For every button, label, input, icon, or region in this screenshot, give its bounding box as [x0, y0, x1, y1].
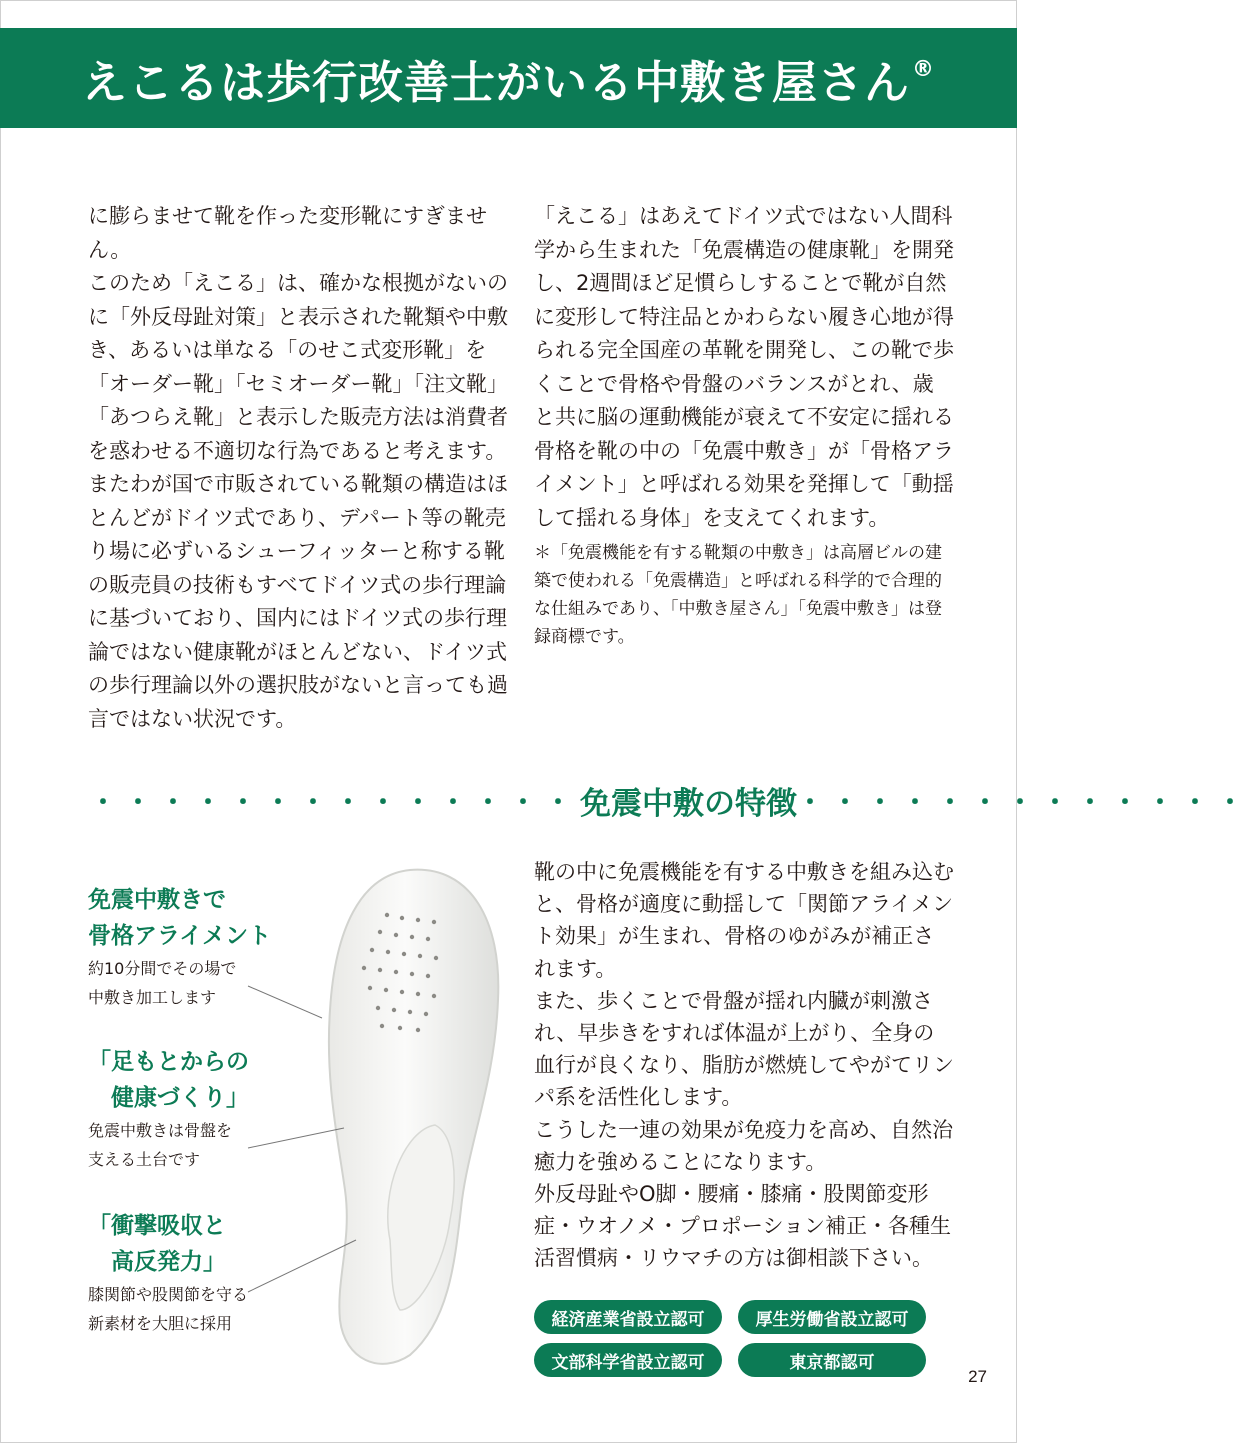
left-paragraph-3: またわが国で市販されている靴類の構造はほとんどがドイツ式であり、デパート等の靴売り場に必ずいるシューフィッターと称する靴の販売員の技術もすべてドイツ式の歩行理論に基づいており、国内にはドイツ式の歩行理論ではない健康靴がほとんどない、ドイツ式の歩行理論以外の選択肢がないと言っても過言ではない状況です。: [88, 472, 508, 731]
badge-mext: 文部科学省設立認可: [534, 1343, 722, 1377]
insole-image: [240, 840, 530, 1380]
left-paragraph-2: このため「えこる」は、確かな根拠がないのに「外反母趾対策」と表示された靴類や中敷き、あるいは単なる「のせこ式変形靴」を「オーダー靴」「セミオーダー靴」「注文靴」「あつらえ靴」と表示した販売方法は消費者を惑わせる不適切な行為であると考えます。: [88, 271, 508, 463]
dotted-rule-left: ・・・・・・・・・・・・・・: [90, 787, 581, 818]
badge-meti: 経済産業省設立認可: [534, 1300, 722, 1334]
page-number: 27: [968, 1367, 987, 1386]
header-band: [0, 28, 1017, 128]
feature-2-desc: 免震中敷きは骨盤を 支える土台です: [88, 1121, 233, 1169]
right-column-features-text: [534, 856, 954, 1275]
section-heading: [90, 770, 1252, 830]
trademark-note: ＊「免震機能を有する靴類の中敷き」は高層ビルの建築で使われる「免震構造」と呼ばれる科学的で合理的な仕組みであり、「中敷き屋さん」「免震中敷き」は登録商標です。: [534, 543, 942, 647]
right-paragraph: 「えこる」はあえてドイツ式ではない人間科学から生まれた「免震構造の健康靴」を開発し、2週間ほど足慣らしすることで靴が自然に変形して特注品とかわらない履き心地が得られる完全国産の革靴を開発し、この靴で歩くことで骨格や骨盤のバランスがとれ、歳と共に脳の運動機能が衰えて不安定に揺れる骨格を靴の中の「免震中敷き」が「骨格アライメント」と呼ばれる効果を発揮して「動揺して揺れる身体」を支えてくれます。: [534, 204, 954, 530]
right-column: [534, 200, 954, 651]
feature-1-title: 免震中敷きで 骨格アライメント: [88, 886, 272, 949]
section-title: 免震中敷の特徴: [580, 785, 798, 822]
insole-illustration: [240, 840, 530, 1380]
feature-2: [88, 1044, 249, 1174]
feature-paragraph-3: こうした一連の効果が免疫力を高め、自然治癒力を強めることになります。: [534, 1117, 954, 1174]
feature-3: [88, 1208, 248, 1338]
feature-paragraph-4: 外反母趾やO脚・腰痛・膝痛・股関節変形症・ウオノメ・プロポーション補正・各種生活習慣病・リウマチの方は御相談下さい。: [534, 1182, 952, 1271]
feature-2-title: 「足もとからの 健康づくり」: [88, 1048, 249, 1111]
feature-3-desc: 膝関節や股関節を守る 新素材を大胆に採用: [88, 1285, 249, 1333]
dotted-rule-right: ・・・・・・・・・・・・・: [797, 787, 1252, 818]
badge-tokyo: 東京都認可: [738, 1343, 926, 1377]
badge-mhlw: 厚生労働省設立認可: [738, 1300, 926, 1334]
feature-paragraph-2: また、歩くことで骨盤が揺れ内臓が刺激され、早歩きをすれば体温が上がり、全身の血行が良くなり、脂肪が燃焼してやがてリンパ系を活性化します。: [534, 988, 954, 1110]
feature-1-desc: 約10分間でその場で 中敷き加工します: [88, 959, 237, 1007]
page-title: えこるは歩行改善士がいる中敷き屋さん®: [81, 55, 935, 109]
left-paragraph-1: に膨らませて靴を作った変形靴にすぎません。: [88, 204, 487, 262]
authorization-badges: [534, 1300, 926, 1377]
feature-3-title: 「衝撃吸収と 高反発力」: [88, 1212, 226, 1275]
registered-mark: ®: [912, 56, 935, 82]
feature-paragraph-1: 靴の中に免震機能を有する中敷きを組み込むと、骨格が適度に動揺して「関節アライメント効果」が生まれ、骨格のゆがみが補正されます。: [534, 860, 954, 981]
left-column: [88, 200, 508, 736]
